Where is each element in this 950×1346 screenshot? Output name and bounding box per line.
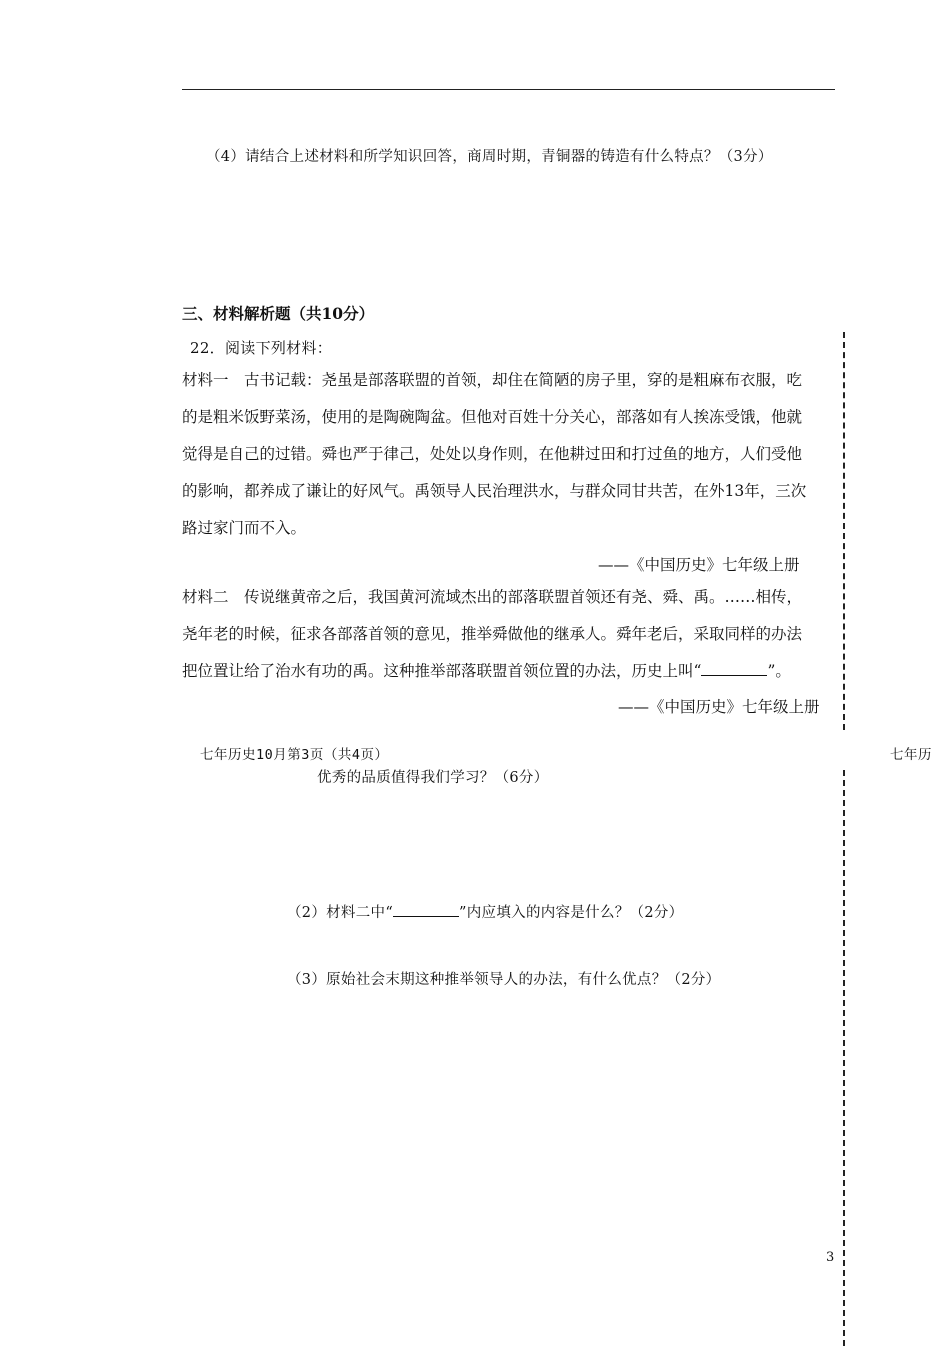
- q22-part2-question: [287, 901, 683, 922]
- material-one-line: 的影响，都养成了谦让的好风气。禹领导人民治理洪水，与群众同甘共苦，在外13年，三次: [182, 482, 807, 500]
- material-one: [182, 362, 835, 547]
- material-one-line: 觉得是自己的过错。舜也严于律己，处处以身作则，在他耕过田和打过鱼的地方，人们受他: [182, 445, 803, 463]
- answer-blank: [393, 902, 459, 917]
- section-title: 三、材料解析题（共10分）: [182, 304, 375, 323]
- material-two-line3-text: 把位置让给了治水有功的禹。这种推举部落联盟首领位置的办法，历史上叫“: [182, 662, 702, 680]
- material-two-line: 材料二 传说继黄帝之后，我国黄河流域杰出的部落联盟首领还有尧、舜、禹。……相传，: [182, 588, 803, 606]
- material-two-line: [182, 653, 835, 690]
- material-one-line: 材料一 古书记载：尧虽是部落联盟的首领，却住在简陋的房子里，穿的是粗麻布衣服，吃: [182, 371, 803, 389]
- material-two-line: 尧年老的时候，征求各部落首领的意见，推举舜做他的继承人。舜年老后，采取同样的办法: [182, 625, 803, 643]
- q22-part2-text-end: ”内应填入的内容是什么？（2分）: [459, 905, 684, 921]
- material-one-source: ——《中国历史》七年级上册: [598, 556, 800, 574]
- material-one-line: 路过家门而不入。: [182, 519, 307, 537]
- q22-part3-question: （3）原始社会末期这种推举领导人的办法，有什么优点？（2分）: [287, 972, 721, 988]
- material-one-line: 的是粗米饭野菜汤，使用的是陶碗陶盆。但他对百姓十分关心，部落如有人挨冻受饿，他就: [182, 408, 803, 426]
- page-number: 3: [826, 1250, 835, 1265]
- answer-blank: [701, 661, 767, 676]
- q22-part1-tail: 优秀的品质值得我们学习？（6分）: [317, 770, 549, 786]
- material-two-source: ——《中国历史》七年级上册: [618, 698, 820, 716]
- q22-intro: 22．阅读下列材料：: [190, 339, 333, 357]
- header-rule: [182, 89, 835, 90]
- footer-left-page-info: 七年历史10月第3页（共4页）: [200, 747, 389, 763]
- binding-line-lower: [843, 770, 845, 1346]
- material-two: [182, 579, 835, 690]
- material-two-line3-close: ”。: [767, 662, 791, 680]
- q21-part4-question: （4）请结合上述材料和所学知识回答，商周时期，青铜器的铸造有什么特点？（3分）: [206, 149, 773, 165]
- footer-right-page-info: 七年历: [890, 747, 932, 763]
- binding-line-upper: [843, 332, 845, 730]
- q22-part2-text: （2）材料二中“: [287, 905, 394, 921]
